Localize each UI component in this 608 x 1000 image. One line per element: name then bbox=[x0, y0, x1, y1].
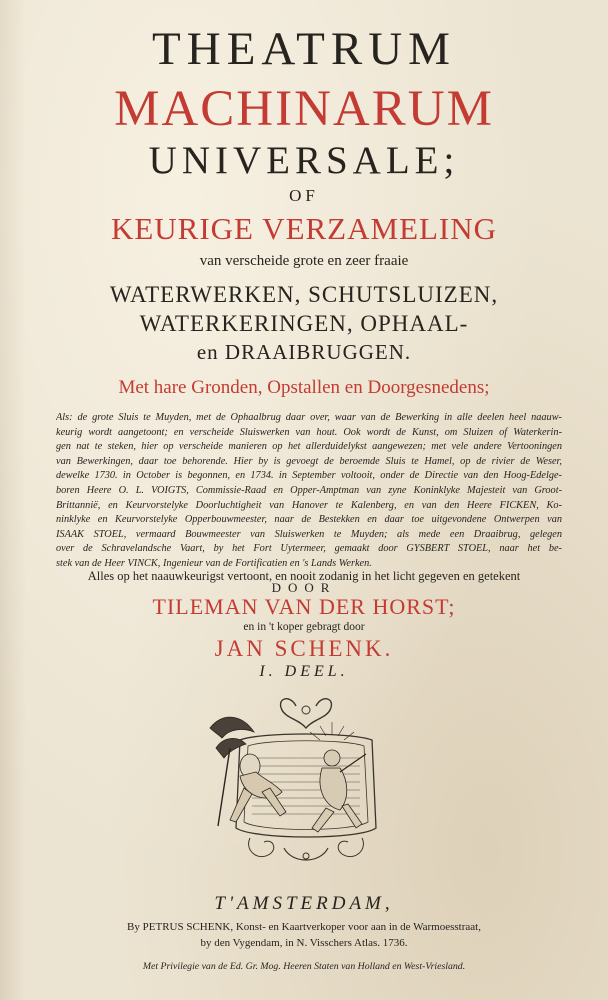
description-line: gen nat te steken, hier op verscheide manieren op het allerduidelykst aangewezen; met vele andere Vertooningen bbox=[56, 441, 562, 453]
description-line: over de Schravelandsche Vaart, by het Fort Uytermeer, gemaakt door GYSBERT STOEL, naar het be- bbox=[56, 543, 562, 555]
engraver-name: JAN SCHENK. bbox=[214, 636, 394, 661]
engraved-vignette-illustration bbox=[200, 688, 412, 878]
subtitle-waterkeringen: WATERKERINGEN, OPHAAL- bbox=[139, 311, 469, 336]
title-theatrum: THEATRUM bbox=[152, 23, 456, 75]
description-line: stek van de Heer VINCK, Ingenieur van de Fortificatien en 's Lands Werken. bbox=[56, 557, 372, 569]
subtitle-waterwerken: WATERWERKEN, SCHUTSLUIZEN, bbox=[109, 282, 499, 307]
credits-intro: Alles op het naauwkeurigst vertoont, en nooit zodanig in het licht gegeven en getekent bbox=[87, 569, 521, 583]
description-line: Brittannië, en Keurvorstelyke Doorluchtigheit van Hanover te Kalenberg, en van den Heere FICKEN, Ko- bbox=[56, 499, 562, 511]
author-name: TILEMAN VAN DER HORST; bbox=[152, 594, 456, 619]
description-line: keurig wordt aangetoont; en verscheide Sluiswerken van hout. Ook wordt de Kunst, om Sluizen of Waterkerin- bbox=[56, 426, 562, 438]
title-universale: UNIVERSALE; bbox=[148, 139, 460, 182]
imprint-publisher: By PETRUS SCHENK, Konst- en Kaartverkoper voor aan in de Warmoesstraat, bbox=[127, 921, 481, 933]
description-line: dewelke 1730. in October is begonnen, en 1734. in September voltooit, onder de Directie van den Hoog-Edelge- bbox=[56, 470, 562, 482]
subtitle-verzameling: KEURIGE VERZAMELING bbox=[110, 211, 498, 246]
description-line: boren Heere O. L. VOIGTS, Commissie-Raad en Opper-Amptman van zyne Koninklyke Majesteit van Groot- bbox=[56, 484, 562, 496]
subtitle-verscheide: van verscheide grote en zeer fraaie bbox=[199, 253, 409, 269]
subtitle-gronden: Met hare Gronden, Opstallen en Doorgesnedens; bbox=[118, 377, 490, 398]
volume-label: I. DEEL. bbox=[259, 663, 349, 680]
imprint-city: T'AMSTERDAM, bbox=[214, 893, 394, 914]
description-paragraph bbox=[56, 411, 562, 572]
description-line: ninklyke en Keurvorstelyke Opperbouwmeester, naar de Bestekken en daar toe uitgevondene Ontwerpen van bbox=[56, 514, 562, 526]
title-machinarum: MACHINARUM bbox=[114, 81, 494, 137]
imprint-privilege: Met Privilegie van de Ed. Gr. Mog. Heeren Staten van Holland en West-Vriesland. bbox=[142, 961, 466, 972]
imprint-address: by den Vygendam, in N. Visschers Atlas. 1736. bbox=[200, 937, 408, 949]
description-line: ISAAK STOEL, vermaard Bouwmeester van Sluiswerken te Muyden; als mede een Draaibrug, gelegen bbox=[56, 528, 562, 540]
engraved-by: en in 't koper gebragt door bbox=[243, 621, 365, 633]
description-line: Als: de grote Sluis te Muyden, met de Ophaalbrug daar over, waar van de Bewerking in alle deelen heel naauw- bbox=[56, 412, 562, 423]
credits-door: DOOR bbox=[271, 580, 337, 595]
description-line: van Bewerkingen, daar toe behorende. Hier by is gevoegt de beroemde Sluis te Hamel, op de rivier de Weser, bbox=[56, 455, 562, 467]
subtitle-draaibruggen: en DRAAIBRUGGEN. bbox=[196, 340, 412, 364]
title-of: OF bbox=[289, 186, 319, 205]
